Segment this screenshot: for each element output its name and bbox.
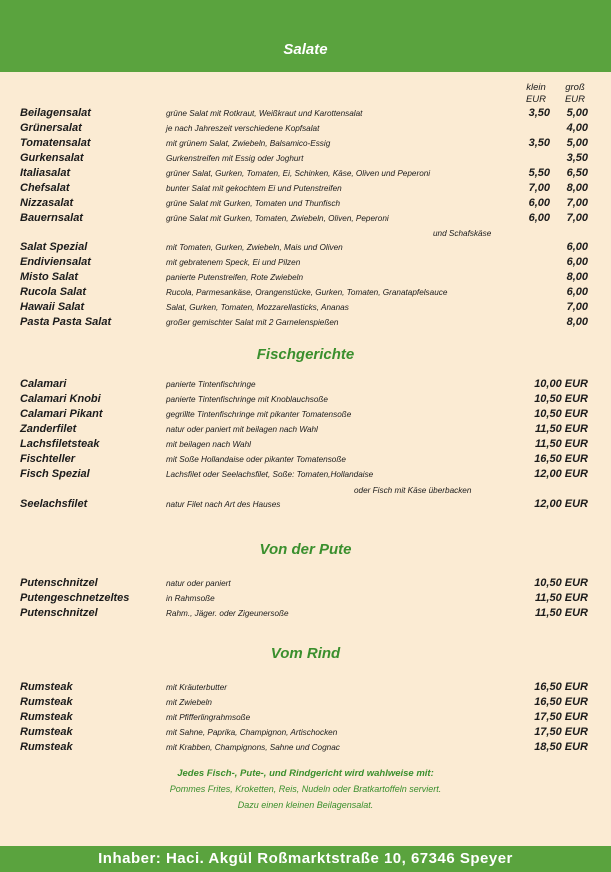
item-name: Nizzasalat <box>20 197 74 209</box>
item-name: Rumsteak <box>20 681 73 693</box>
item-description: Rahm., Jäger. oder Zigeunersoße <box>166 609 289 618</box>
item-name: Italiasalat <box>20 167 71 179</box>
menu-item <box>0 241 611 256</box>
menu-item <box>0 137 611 152</box>
item-price-klein: 6,00 <box>528 212 550 224</box>
item-description: natur oder paniert mit beilagen nach Wahl <box>166 425 318 434</box>
item-name: Rumsteak <box>20 711 73 723</box>
item-price-gross: 6,50 <box>566 167 588 179</box>
menu-item <box>0 423 611 438</box>
item-name: Bauernsalat <box>20 212 83 224</box>
menu-item <box>0 167 611 182</box>
item-price: 10,00 EUR <box>534 378 588 390</box>
item-name: Calamari Knobi <box>20 393 101 405</box>
owner-address: Inhaber: Haci. Akgül Roßmarktstraße 10, 67346 Speyer <box>98 850 513 867</box>
item-name: Chefsalat <box>20 182 70 194</box>
item-description: panierte Tintenfischringe mit Knoblauchsoße <box>166 395 328 404</box>
item-name: Grünersalat <box>20 122 82 134</box>
item-name: Misto Salat <box>20 271 79 283</box>
item-price-gross: 6,00 <box>566 241 588 253</box>
menu-item <box>0 577 611 592</box>
item-price-klein: 6,00 <box>528 197 550 209</box>
item-price-klein: 3,50 <box>528 107 550 119</box>
price-header-klein-unit: EUR <box>525 94 547 105</box>
item-price-gross: 4,00 <box>566 122 588 134</box>
price-header-klein <box>520 82 552 106</box>
item-price: 11,50 EUR <box>535 438 588 450</box>
item-description: natur Filet nach Art des Hauses <box>166 500 281 509</box>
menu-item <box>0 711 611 726</box>
item-name: Rumsteak <box>20 741 73 753</box>
item-description: gegrillte Tintenfischringe mit pikanter Tomatensoße <box>166 410 352 419</box>
menu-item <box>0 378 611 393</box>
menu-item <box>0 408 611 423</box>
item-price-gross: 8,00 <box>566 316 588 328</box>
item-description: mit Kräuterbutter <box>166 683 227 692</box>
side-dish-note-heading: Jedes Fisch-, Pute-, und Rindgericht wird wahlweise mit: <box>177 768 434 779</box>
item-name: Calamari Pikant <box>20 408 103 420</box>
item-name: Putengeschnetzeltes <box>20 592 130 604</box>
item-price: 17,50 EUR <box>534 711 588 723</box>
item-description: panierte Putenstreifen, Rote Zwiebeln <box>166 273 303 282</box>
item-name: Rucola Salat <box>20 286 87 298</box>
item-name: Fischteller <box>20 453 76 465</box>
menu-item <box>0 726 611 741</box>
item-description: mit Zwiebeln <box>166 698 212 707</box>
item-description: grüne Salat mit Gurken, Tomaten, Zwiebeln, Oliven, Peperoni <box>166 214 389 223</box>
item-price-gross: 7,00 <box>566 212 588 224</box>
item-description: grüne Salat mit Gurken, Tomaten und Thunfisch <box>166 199 341 208</box>
item-price-gross: 6,00 <box>566 256 588 268</box>
item-price: 16,50 EUR <box>534 681 588 693</box>
item-description-continuation: und Schafskäse <box>433 229 492 238</box>
side-dish-note-salad: Dazu einen kleinen Beilagensalat. <box>237 800 374 810</box>
item-price-gross: 7,00 <box>566 197 588 209</box>
item-price: 10,50 EUR <box>534 577 588 589</box>
menu-item <box>0 468 611 483</box>
item-name: Putenschnitzel <box>20 607 98 619</box>
item-name: Rumsteak <box>20 726 73 738</box>
item-name: Zanderfilet <box>20 423 77 435</box>
item-price: 17,50 EUR <box>534 726 588 738</box>
item-description: mit Pfifferlingrahmsoße <box>166 713 251 722</box>
item-price-klein: 7,00 <box>528 182 550 194</box>
item-description: bunter Salat mit gekochtem Ei und Putenstreifen <box>166 184 342 193</box>
item-description: Gurkenstreifen mit Essig oder Joghurt <box>166 154 304 163</box>
menu-item <box>0 182 611 197</box>
item-price-gross: 6,00 <box>566 286 588 298</box>
footer-bar <box>0 846 611 872</box>
item-price-gross: 7,00 <box>566 301 588 313</box>
item-description: grüner Salat, Gurken, Tomaten, Ei, Schinken, Käse, Oliven und Peperoni <box>166 169 431 178</box>
item-name: Rumsteak <box>20 696 73 708</box>
menu-item <box>0 592 611 607</box>
menu-item <box>0 393 611 408</box>
menu-item <box>0 122 611 137</box>
menu-item <box>0 681 611 696</box>
price-header-gross <box>558 82 592 106</box>
item-price-gross: 8,00 <box>566 271 588 283</box>
item-description: natur oder paniert <box>166 579 231 588</box>
item-name: Salat Spezial <box>20 241 88 253</box>
item-price-gross: 5,00 <box>566 107 588 119</box>
menu-item <box>0 256 611 271</box>
item-name: Endiviensalat <box>20 256 91 268</box>
item-name: Beilagensalat <box>20 107 91 119</box>
item-description: mit Tomaten, Gurken, Zwiebeln, Mais und Oliven <box>166 243 343 252</box>
item-description: in Rahmsoße <box>166 594 215 603</box>
menu-item <box>0 438 611 453</box>
item-price: 18,50 EUR <box>534 741 588 753</box>
menu-item <box>0 107 611 122</box>
item-description-continuation: oder Fisch mit Käse überbacken <box>354 486 472 495</box>
item-description: Lachsfilet oder Seelachsfilet, Soße: Tomaten,Hollandaise <box>166 470 374 479</box>
header-bar <box>0 0 611 72</box>
menu-item <box>0 212 611 227</box>
item-price: 12,00 EUR <box>534 468 588 480</box>
item-name: Putenschnitzel <box>20 577 98 589</box>
item-description: grüne Salat mit Rotkraut, Weißkraut und Karottensalat <box>166 109 363 118</box>
item-price: 16,50 EUR <box>534 453 588 465</box>
item-name: Tomatensalat <box>20 137 91 149</box>
menu-item <box>0 271 611 286</box>
item-price-klein: 5,50 <box>528 167 550 179</box>
item-price: 11,50 EUR <box>535 607 588 619</box>
item-price: 10,50 EUR <box>534 393 588 405</box>
price-header-gross-unit: EUR <box>564 94 586 105</box>
section-title-rind: Vom Rind <box>270 645 341 662</box>
item-description: mit gebratenem Speck, Ei und Pilzen <box>166 258 301 267</box>
item-description: mit Soße Hollandaise oder pikanter Tomatensoße <box>166 455 346 464</box>
menu-item <box>0 286 611 301</box>
menu-item <box>0 152 611 167</box>
item-name: Fisch Spezial <box>20 468 90 480</box>
item-name: Seelachsfilet <box>20 498 88 510</box>
item-description: mit Sahne, Paprika, Champignon, Artischocken <box>166 728 338 737</box>
section-title-fisch: Fischgerichte <box>256 346 355 363</box>
item-description: mit Krabben, Champignons, Sahne und Cognac <box>166 743 340 752</box>
item-price: 10,50 EUR <box>534 408 588 420</box>
item-name: Calamari <box>20 378 67 390</box>
item-description: großer gemischter Salat mit 2 Garnelenspießen <box>166 318 339 327</box>
item-price: 12,00 EUR <box>534 498 588 510</box>
section-title-salate: Salate <box>283 41 328 58</box>
item-name: Lachsfiletsteak <box>20 438 100 450</box>
item-description: panierte Tintenfischringe <box>166 380 256 389</box>
price-header-klein-label: klein <box>526 82 546 93</box>
item-price: 16,50 EUR <box>534 696 588 708</box>
menu-item <box>0 197 611 212</box>
price-header-gross-label: groß <box>565 82 585 93</box>
item-price-gross: 5,00 <box>566 137 588 149</box>
menu-item <box>0 301 611 316</box>
item-price: 11,50 EUR <box>535 592 588 604</box>
side-dish-note-options: Pommes Frites, Kroketten, Reis, Nudeln oder Bratkartoffeln serviert. <box>169 784 442 794</box>
menu-item <box>0 741 611 756</box>
menu-item <box>0 316 611 331</box>
item-price: 11,50 EUR <box>535 423 588 435</box>
item-description: Salat, Gurken, Tomaten, Mozzarellasticks, Ananas <box>166 303 349 312</box>
section-title-pute: Von der Pute <box>259 541 352 558</box>
item-name: Pasta Pasta Salat <box>20 316 112 328</box>
item-price-gross: 8,00 <box>566 182 588 194</box>
item-description: mit grünem Salat, Zwiebeln, Balsamico-Essig <box>166 139 331 148</box>
item-description: je nach Jahreszeit verschiedene Kopfsalat <box>166 124 320 133</box>
item-description: Rucola, Parmesankäse, Orangenstücke, Gurken, Tomaten, Granatapfelsauce <box>166 288 448 297</box>
item-description: mit beilagen nach Wahl <box>166 440 251 449</box>
menu-item <box>0 453 611 468</box>
menu-item <box>0 607 611 622</box>
item-price-klein: 3,50 <box>528 137 550 149</box>
item-name: Gurkensalat <box>20 152 84 164</box>
menu-item <box>0 696 611 711</box>
item-name: Hawaii Salat <box>20 301 85 313</box>
item-price-gross: 3,50 <box>566 152 588 164</box>
menu-item <box>0 498 611 513</box>
